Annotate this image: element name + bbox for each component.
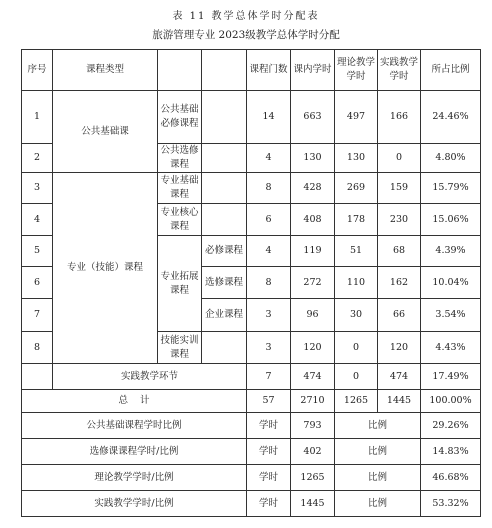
table-subtitle: 旅游管理专业 2023级教学总体学时分配: [152, 29, 340, 41]
header-seq: 序号: [22, 50, 53, 91]
header-count: 课程门数: [247, 50, 291, 91]
row-ratio: 3.54%: [421, 299, 481, 332]
row-practice: 0: [378, 144, 421, 173]
row-ratio: 10.04%: [421, 267, 481, 299]
summary-unit: 学时: [247, 439, 291, 465]
summary-ratio-label: 比例: [335, 491, 421, 517]
row-ratio: 4.43%: [421, 332, 481, 364]
row-hours: 408: [291, 204, 335, 236]
row-hours: 2710: [291, 390, 335, 413]
row-seq: 1: [22, 91, 53, 144]
row-ratio: 15.06%: [421, 204, 481, 236]
summary-ratio: 53.32%: [421, 491, 481, 517]
row-seq: 4: [22, 204, 53, 236]
row-count: 3: [247, 299, 291, 332]
header-blank: [158, 50, 202, 91]
row-theory: 51: [335, 236, 378, 267]
row-ratio: 100.00%: [421, 390, 481, 413]
row-ratio: 15.79%: [421, 173, 481, 204]
summary-row: [22, 439, 481, 465]
summary-label: 公共基础课程学时比例: [22, 413, 247, 439]
summary-value: 793: [291, 413, 335, 439]
table-row: [22, 91, 481, 144]
row-hours: 96: [291, 299, 335, 332]
practice-link-row: [22, 364, 481, 390]
row-seq: 2: [22, 144, 53, 173]
row-seq: 7: [22, 299, 53, 332]
sub-pro-core: 专业核心课程: [158, 204, 202, 236]
summary-unit: 学时: [247, 491, 291, 517]
row-practice: 1445: [378, 390, 421, 413]
group-public-basic: 公共基础课: [53, 91, 158, 173]
row-practice: 159: [378, 173, 421, 204]
header-blank: [202, 50, 247, 91]
summary-value: 1445: [291, 491, 335, 517]
summary-ratio: 29.26%: [421, 413, 481, 439]
row-count: 8: [247, 173, 291, 204]
row-theory: 269: [335, 173, 378, 204]
row-count: 8: [247, 267, 291, 299]
row-hours: 120: [291, 332, 335, 364]
summary-label: 实践教学学时/比例: [22, 491, 247, 517]
practice-link-label: 实践教学环节: [53, 364, 247, 390]
summary-row: [22, 413, 481, 439]
row-ratio: 17.49%: [421, 364, 481, 390]
sub-required: 必修课程: [202, 236, 247, 267]
table-caption: 表 11 教学总体学时分配表: [172, 11, 320, 22]
row-seq: 8: [22, 332, 53, 364]
row-ratio: 4.80%: [421, 144, 481, 173]
total-label: 总 计: [22, 390, 247, 413]
row-seq: 5: [22, 236, 53, 267]
summary-row: [22, 491, 481, 517]
summary-value: 402: [291, 439, 335, 465]
row-theory: 0: [335, 364, 378, 390]
row-practice: 68: [378, 236, 421, 267]
empty-cell: [202, 144, 247, 173]
total-row: [22, 390, 481, 413]
summary-value: 1265: [291, 465, 335, 491]
row-practice: 474: [378, 364, 421, 390]
row-practice: 120: [378, 332, 421, 364]
summary-label: 理论教学学时/比例: [22, 465, 247, 491]
row-ratio: 4.39%: [421, 236, 481, 267]
sub-enterprise: 企业课程: [202, 299, 247, 332]
row-count: 4: [247, 236, 291, 267]
row-hours: 474: [291, 364, 335, 390]
row-count: 7: [247, 364, 291, 390]
table-row: [22, 173, 481, 204]
summary-ratio-label: 比例: [335, 413, 421, 439]
row-practice: 166: [378, 91, 421, 144]
header-course-type: 课程类型: [53, 50, 158, 91]
row-practice: 230: [378, 204, 421, 236]
header-row: [22, 50, 481, 91]
row-count: 57: [247, 390, 291, 413]
row-seq: 3: [22, 173, 53, 204]
row-count: 6: [247, 204, 291, 236]
sub-elective: 选修课程: [202, 267, 247, 299]
row-practice: 66: [378, 299, 421, 332]
summary-unit: 学时: [247, 413, 291, 439]
header-practice: 实践教学学时: [378, 50, 421, 91]
summary-ratio-label: 比例: [335, 439, 421, 465]
group-professional: 专业（技能）课程: [53, 173, 158, 364]
row-hours: 272: [291, 267, 335, 299]
row-count: 3: [247, 332, 291, 364]
row-hours: 663: [291, 91, 335, 144]
summary-ratio: 14.83%: [421, 439, 481, 465]
sub-pro-basic: 专业基础课程: [158, 173, 202, 204]
empty-cell: [202, 332, 247, 364]
empty-cell: [202, 91, 247, 144]
row-theory: 178: [335, 204, 378, 236]
row-hours: 119: [291, 236, 335, 267]
row-theory: 30: [335, 299, 378, 332]
row-theory: 110: [335, 267, 378, 299]
sub-public-elective: 公共选修课程: [158, 144, 202, 173]
empty-cell: [202, 173, 247, 204]
header-hours: 课内学时: [291, 50, 335, 91]
summary-ratio: 46.68%: [421, 465, 481, 491]
summary-label: 选修课课程学时/比例: [22, 439, 247, 465]
empty-cell: [202, 204, 247, 236]
header-ratio: 所占比例: [421, 50, 481, 91]
row-hours: 428: [291, 173, 335, 204]
summary-unit: 学时: [247, 465, 291, 491]
row-theory: 130: [335, 144, 378, 173]
summary-ratio-label: 比例: [335, 465, 421, 491]
row-theory: 497: [335, 91, 378, 144]
row-count: 14: [247, 91, 291, 144]
empty-cell: [22, 364, 53, 390]
row-theory: 0: [335, 332, 378, 364]
row-practice: 162: [378, 267, 421, 299]
row-ratio: 24.46%: [421, 91, 481, 144]
row-hours: 130: [291, 144, 335, 173]
hours-allocation-table: [21, 49, 481, 517]
row-theory: 1265: [335, 390, 378, 413]
row-count: 4: [247, 144, 291, 173]
sub-skill-practice: 技能实训课程: [158, 332, 202, 364]
summary-row: [22, 465, 481, 491]
row-seq: 6: [22, 267, 53, 299]
sub-public-required: 公共基础必修课程: [158, 91, 202, 144]
sub-pro-expand: 专业拓展课程: [158, 236, 202, 332]
header-theory: 理论教学学时: [335, 50, 378, 91]
